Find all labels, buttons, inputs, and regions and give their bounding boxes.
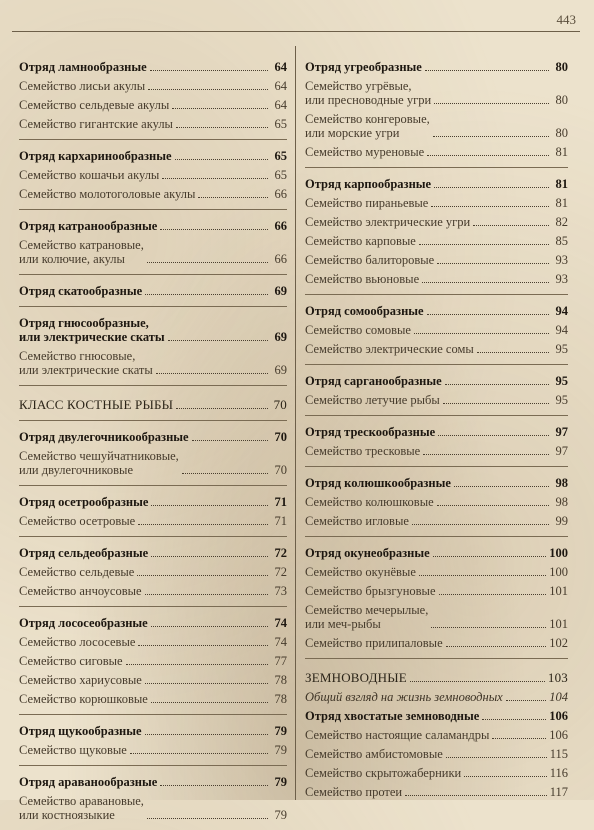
entry-title: Отряд гнюсообразные, или электрические скаты (19, 316, 165, 344)
entry-page-number: 71 (274, 514, 287, 528)
entry-page-number: 71 (274, 495, 287, 509)
dot-leader (422, 282, 549, 283)
entry-page-number: 81 (555, 177, 568, 191)
entry-page-number: 98 (555, 495, 568, 509)
entry-page-number: 80 (555, 126, 568, 140)
dot-leader (147, 818, 268, 819)
entry-page-number: 80 (555, 60, 568, 74)
dot-leader (414, 333, 549, 334)
dot-leader (405, 795, 547, 796)
entry-page-number: 79 (274, 808, 287, 822)
entry-title: Семейство анчоусовые (19, 584, 142, 598)
entry-page-number: 74 (274, 635, 287, 649)
toc-entry-family[interactable] (305, 581, 568, 600)
toc-entry-order[interactable] (19, 721, 287, 740)
entry-title: Отряд сельдеобразные (19, 546, 149, 560)
toc-group (19, 274, 287, 306)
toc-group (19, 139, 287, 209)
dot-leader (150, 70, 268, 71)
entry-title: Отряд осетрообразные (19, 495, 149, 509)
entry-page-number: 115 (549, 747, 568, 761)
toc-entry-family[interactable] (305, 782, 568, 801)
entry-page-number: 100 (549, 565, 568, 579)
entry-page-number: 74 (274, 616, 287, 630)
entry-title: Отряд щукообразные (19, 724, 142, 738)
entry-page-number: 65 (274, 168, 287, 182)
entry-title: Семейство хариусовые (19, 673, 142, 687)
toc-entry-order[interactable] (19, 492, 287, 511)
entry-page-number: 104 (549, 690, 568, 704)
toc-entry-order[interactable] (19, 281, 287, 300)
entry-title: Отряд кархаринообразные (19, 149, 172, 163)
entry-title: Отряд угреобразные (305, 60, 422, 74)
toc-entry-family[interactable] (305, 633, 568, 652)
dot-leader (147, 262, 268, 263)
dot-leader (445, 384, 549, 385)
entry-page-number: 97 (555, 444, 568, 458)
entry-title: Семейство электрические угри (305, 215, 471, 229)
toc-entry-order[interactable] (19, 146, 287, 165)
toc-entry-family[interactable] (305, 212, 568, 231)
toc-entry-order[interactable] (19, 427, 287, 446)
toc-entry-family[interactable] (305, 109, 568, 142)
entry-title: Семейство катрановые, или колючие, акулы (19, 238, 144, 266)
toc-entry-order[interactable] (305, 473, 568, 492)
entry-page-number: 93 (555, 272, 568, 286)
toc-entry-family[interactable] (305, 562, 568, 581)
toc-entry-family[interactable] (19, 76, 287, 95)
entry-title: Семейство гигантские акулы (19, 117, 173, 131)
entry-title: Семейство протеи (305, 785, 403, 799)
toc-entry-family[interactable] (19, 791, 287, 824)
dot-leader (192, 440, 268, 441)
entry-title: Семейство гнюсовые, или электрические скаты (19, 349, 153, 377)
dot-leader (145, 594, 268, 595)
entry-page-number: 101 (549, 617, 568, 631)
dot-leader (437, 505, 549, 506)
toc-entry-order[interactable] (19, 772, 287, 791)
entry-page-number: 93 (555, 253, 568, 267)
entry-page-number: 66 (274, 219, 287, 233)
toc-entry-order[interactable] (19, 216, 287, 235)
dot-leader (446, 757, 547, 758)
toc-entry-class[interactable] (305, 665, 568, 687)
entry-page-number: 64 (274, 60, 287, 74)
entry-page-number: 64 (274, 98, 287, 112)
toc-group (19, 606, 287, 714)
dot-leader (176, 127, 268, 128)
toc-entry-family[interactable] (305, 744, 568, 763)
dot-leader (145, 683, 268, 684)
entry-page-number: 106 (549, 728, 568, 742)
entry-title: Семейство сиговые (19, 654, 123, 668)
toc-entry-family[interactable] (19, 511, 287, 530)
toc-entry-family[interactable] (19, 235, 287, 268)
toc-entry-order[interactable] (305, 543, 568, 562)
entry-title: КЛАСС КОСТНЫЕ РЫБЫ (19, 397, 174, 412)
entry-title: Семейство угрёвые, или пресноводные угри (305, 79, 432, 107)
toc-group (305, 167, 568, 294)
entry-page-number: 79 (274, 743, 287, 757)
entry-title: Семейство сельдевые акулы (19, 98, 170, 112)
dot-leader (156, 373, 268, 374)
entry-page-number: 78 (274, 692, 287, 706)
entry-title: Отряд лососеобразные (19, 616, 148, 630)
dot-leader (160, 229, 268, 230)
dot-leader (126, 664, 268, 665)
toc-group (19, 385, 287, 420)
page-number: 443 (556, 12, 576, 27)
entry-page-number: 117 (549, 785, 568, 799)
entry-page-number: 95 (555, 374, 568, 388)
toc-entry-family[interactable] (19, 581, 287, 600)
entry-title: Общий взгляд на жизнь земноводных (305, 690, 503, 704)
entry-page-number: 82 (555, 215, 568, 229)
toc-entry-italic[interactable] (305, 687, 568, 706)
entry-title: Семейство осетровые (19, 514, 136, 528)
dot-leader (425, 70, 549, 71)
entry-title: Отряд хвостатые земноводные (305, 709, 480, 723)
entry-title: ЗЕМНОВОДНЫЕ (305, 670, 407, 685)
entry-title: Семейство корюшковые (19, 692, 148, 706)
entry-title: Отряд двулегочникообразные (19, 430, 189, 444)
toc-entry-family[interactable] (305, 441, 568, 460)
dot-leader (464, 776, 546, 777)
toc-entry-order[interactable] (305, 301, 568, 320)
entry-page-number: 79 (274, 724, 287, 738)
toc-entry-family[interactable] (305, 339, 568, 358)
entry-page-number: 64 (274, 79, 287, 93)
toc-entry-family[interactable] (305, 600, 568, 633)
entry-page-number: 65 (274, 117, 287, 131)
dot-leader (410, 681, 545, 682)
toc-entry-family[interactable] (19, 165, 287, 184)
entry-title: Отряд ламнообразные (19, 60, 147, 74)
dot-leader (443, 403, 549, 404)
entry-page-number: 72 (274, 565, 287, 579)
entry-page-number: 69 (274, 363, 287, 377)
toc-entry-order[interactable] (305, 371, 568, 390)
entry-title: Семейство игловые (305, 514, 409, 528)
dot-leader (506, 700, 547, 701)
entry-page-number: 101 (549, 584, 568, 598)
toc-group (305, 415, 568, 466)
toc-entry-family[interactable] (19, 632, 287, 651)
dot-leader (151, 505, 268, 506)
toc-entry-family[interactable] (305, 269, 568, 288)
entry-title: Семейство лисьи акулы (19, 79, 146, 93)
toc-entry-family[interactable] (19, 651, 287, 670)
entry-title: Семейство молотоголовые акулы (19, 187, 196, 201)
entry-title: Отряд сарганообразные (305, 374, 442, 388)
dot-leader (437, 263, 549, 264)
dot-leader (473, 225, 549, 226)
dot-leader (454, 486, 549, 487)
toc-group (305, 57, 568, 167)
dot-leader (151, 702, 268, 703)
toc-group (19, 536, 287, 606)
entry-title: Семейство мечерылые, или меч-рыбы (305, 603, 429, 631)
dot-leader (434, 187, 549, 188)
toc-group (19, 209, 287, 274)
dot-leader (431, 627, 546, 628)
toc-entry-family[interactable] (19, 740, 287, 759)
entry-title: Семейство пираньевые (305, 196, 429, 210)
toc-entry-order[interactable] (19, 613, 287, 632)
toc-group (305, 658, 568, 807)
entry-title: Семейство амбистомовые (305, 747, 443, 761)
entry-page-number: 72 (274, 546, 287, 560)
dot-leader (419, 244, 549, 245)
toc-entry-family[interactable] (305, 390, 568, 409)
entry-title: Семейство колюшковые (305, 495, 434, 509)
dot-leader (477, 352, 549, 353)
entry-page-number: 99 (555, 514, 568, 528)
toc-entry-order[interactable] (305, 706, 568, 725)
entry-title: Семейство лососевые (19, 635, 136, 649)
dot-leader (162, 178, 268, 179)
entry-title: Семейство настоящие саламандры (305, 728, 490, 742)
entry-title: Семейство брызгуновые (305, 584, 436, 598)
entry-title: Семейство сомовые (305, 323, 411, 337)
toc-entry-family[interactable] (19, 184, 287, 203)
toc-entry-order[interactable] (19, 543, 287, 562)
dot-leader (412, 524, 549, 525)
entry-page-number: 85 (555, 234, 568, 248)
entry-page-number: 116 (549, 766, 568, 780)
dot-leader (145, 294, 268, 295)
toc-entry-family[interactable] (305, 250, 568, 269)
toc-entry-class[interactable] (19, 392, 287, 414)
entry-title: Семейство прилипаловые (305, 636, 443, 650)
entry-title: Семейство скрытожаберники (305, 766, 462, 780)
toc-entry-family[interactable] (19, 670, 287, 689)
entry-page-number: 81 (555, 145, 568, 159)
dot-leader (492, 738, 546, 739)
entry-page-number: 70 (273, 397, 287, 412)
toc-entry-family[interactable] (305, 511, 568, 530)
dot-leader (198, 197, 268, 198)
toc-group (305, 466, 568, 536)
toc-entry-order[interactable] (305, 57, 568, 76)
toc-group (19, 485, 287, 536)
dot-leader (427, 314, 549, 315)
entry-page-number: 80 (555, 93, 568, 107)
toc-entry-order[interactable] (305, 422, 568, 441)
entry-page-number: 69 (274, 284, 287, 298)
dot-leader (148, 89, 268, 90)
toc-entry-family[interactable] (305, 193, 568, 212)
entry-page-number: 102 (549, 636, 568, 650)
entry-page-number: 73 (274, 584, 287, 598)
entry-page-number: 94 (555, 304, 568, 318)
toc-group (19, 306, 287, 385)
entry-page-number: 81 (555, 196, 568, 210)
dot-leader (423, 454, 549, 455)
toc-entry-family[interactable] (19, 95, 287, 114)
entry-page-number: 79 (274, 775, 287, 789)
toc-group (19, 714, 287, 765)
dot-leader (482, 719, 546, 720)
dot-leader (138, 645, 268, 646)
toc-group (19, 765, 287, 830)
entry-page-number: 97 (555, 425, 568, 439)
column-divider (295, 46, 296, 800)
dot-leader (138, 524, 268, 525)
entry-title: Отряд скатообразные (19, 284, 143, 298)
toc-entry-family[interactable] (305, 725, 568, 744)
dot-leader (431, 206, 549, 207)
dot-leader (433, 556, 547, 557)
entry-title: Семейство карповые (305, 234, 416, 248)
entry-title: Семейство конгеровые, или морские угри (305, 112, 430, 140)
entry-title: Семейство аравановые, или костноязыкие (19, 794, 144, 822)
dot-leader (427, 155, 549, 156)
entry-title: Семейство сельдевые (19, 565, 135, 579)
dot-leader (439, 594, 547, 595)
toc-group (305, 536, 568, 658)
entry-page-number: 78 (274, 673, 287, 687)
toc-entry-family[interactable] (305, 492, 568, 511)
dot-leader (446, 646, 547, 647)
toc-group (305, 294, 568, 364)
entry-title: Отряд карпообразные (305, 177, 432, 191)
dot-leader (182, 473, 268, 474)
entry-page-number: 98 (555, 476, 568, 490)
toc-entry-family[interactable] (305, 320, 568, 339)
entry-title: Отряд трескообразные (305, 425, 436, 439)
entry-title: Семейство щуковые (19, 743, 127, 757)
entry-title: Отряд сомообразные (305, 304, 424, 318)
toc-entry-order[interactable] (305, 174, 568, 193)
entry-page-number: 94 (555, 323, 568, 337)
dot-leader (130, 753, 268, 754)
entry-page-number: 103 (547, 670, 568, 685)
entry-title: Семейство летучие рыбы (305, 393, 440, 407)
toc-entry-family[interactable] (19, 346, 287, 379)
toc-entry-family[interactable] (19, 562, 287, 581)
toc-entry-order[interactable] (19, 313, 287, 346)
header-rule (12, 31, 580, 32)
toc-group (305, 364, 568, 415)
toc-entry-family[interactable] (19, 114, 287, 133)
entry-title: Семейство окунёвые (305, 565, 416, 579)
toc-group (19, 57, 287, 139)
toc-entry-family[interactable] (305, 76, 568, 109)
entry-page-number: 77 (274, 654, 287, 668)
dot-leader (160, 785, 268, 786)
entry-title: Отряд окунеобразные (305, 546, 430, 560)
dot-leader (434, 103, 549, 104)
dot-leader (137, 575, 268, 576)
entry-page-number: 95 (555, 393, 568, 407)
entry-title: Семейство тресковые (305, 444, 421, 458)
dot-leader (176, 408, 268, 409)
entry-title: Семейство балиторовые (305, 253, 435, 267)
toc-group (19, 420, 287, 485)
dot-leader (145, 734, 268, 735)
toc-right-column (305, 57, 568, 807)
entry-page-number: 95 (555, 342, 568, 356)
entry-title: Семейство чешуйчатниковые, или двулегочниковые (19, 449, 179, 477)
toc-entry-family[interactable] (19, 689, 287, 708)
entry-page-number: 100 (549, 546, 568, 560)
entry-title: Отряд араванообразные (19, 775, 158, 789)
dot-leader (438, 435, 549, 436)
entry-page-number: 69 (274, 330, 287, 344)
toc-left-column (19, 57, 287, 830)
entry-title: Отряд катранообразные (19, 219, 158, 233)
dot-leader (172, 108, 268, 109)
dot-leader (151, 556, 268, 557)
toc-entry-family[interactable] (19, 446, 287, 479)
entry-page-number: 70 (274, 430, 287, 444)
entry-page-number: 66 (274, 252, 287, 266)
entry-page-number: 65 (274, 149, 287, 163)
dot-leader (151, 626, 268, 627)
entry-page-number: 70 (274, 463, 287, 477)
dot-leader (175, 159, 268, 160)
entry-title: Семейство кошачьи акулы (19, 168, 160, 182)
dot-leader (168, 340, 268, 341)
toc-entry-order[interactable] (19, 57, 287, 76)
entry-page-number: 106 (549, 709, 568, 723)
entry-title: Семейство вьюновые (305, 272, 420, 286)
entry-title: Семейство муреновые (305, 145, 425, 159)
dot-leader (419, 575, 546, 576)
entry-title: Отряд колюшкообразные (305, 476, 451, 490)
toc-entry-family[interactable] (305, 142, 568, 161)
entry-page-number: 66 (274, 187, 287, 201)
toc-entry-family[interactable] (305, 763, 568, 782)
dot-leader (433, 136, 549, 137)
entry-title: Семейство электрические сомы (305, 342, 474, 356)
toc-entry-family[interactable] (305, 231, 568, 250)
